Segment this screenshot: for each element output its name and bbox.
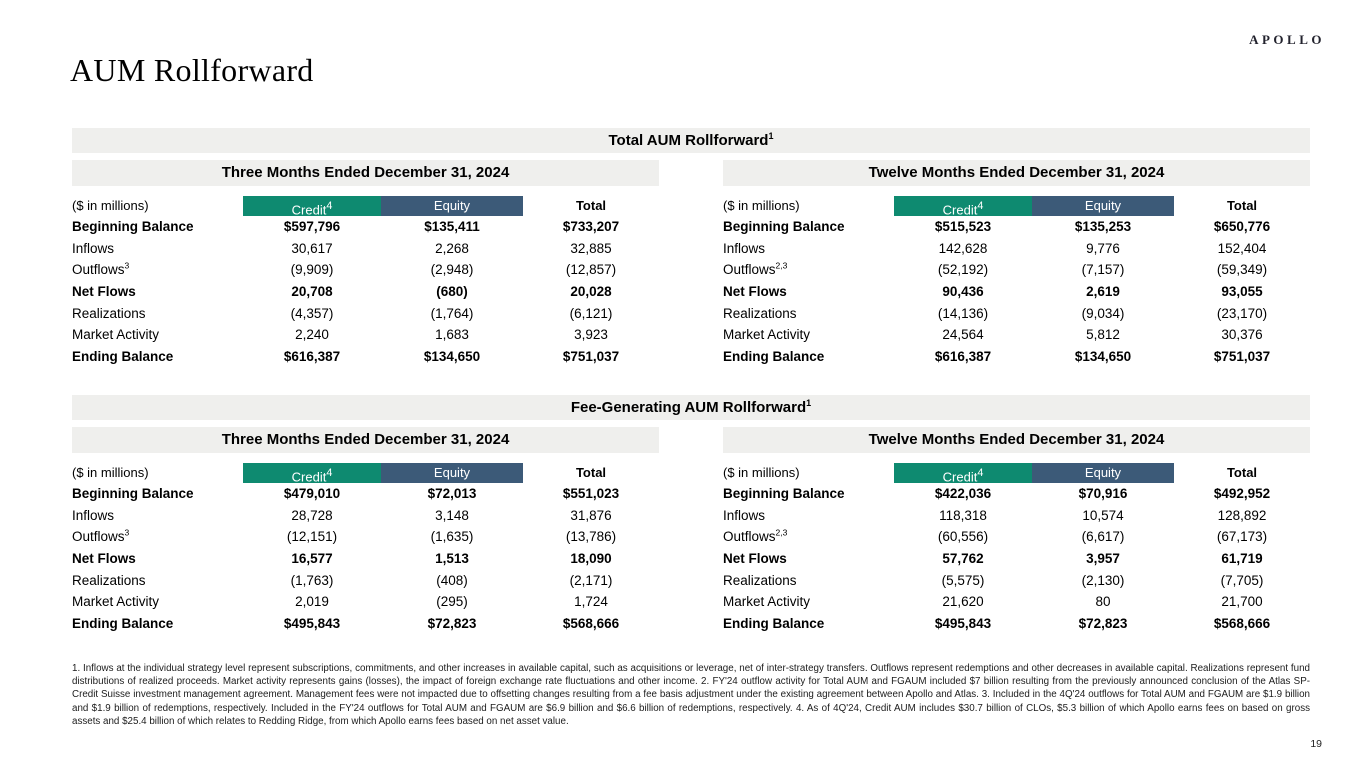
row-label: Outflows$^3$: [72, 260, 130, 278]
total-value: 21,700: [1221, 594, 1263, 610]
credit-value: 142,628: [938, 240, 988, 256]
row-label: Beginning Balance: [72, 219, 194, 234]
equity-value: 80: [1095, 594, 1111, 610]
total-value: $492,952: [1213, 485, 1271, 501]
content: [72, 128, 1310, 729]
total-value: 3,923: [574, 327, 608, 343]
total-value: 1,724: [574, 594, 608, 610]
credit-value: 21,620: [942, 594, 984, 610]
credit-column-header: Credit$^4$: [243, 196, 381, 216]
credit-value: (52,192): [937, 262, 989, 278]
equity-value: $70,916: [1078, 485, 1128, 501]
row-label: Net Flows: [72, 284, 136, 300]
row-label: Market Activity: [72, 594, 160, 610]
total-value: (59,349): [1216, 262, 1268, 278]
total-value: 93,055: [1221, 284, 1263, 300]
equity-value: (680): [436, 284, 468, 300]
credit-value: 20,708: [291, 284, 333, 300]
total-value: 128,892: [1217, 507, 1267, 523]
period-header: Twelve Months Ended December 31, 2024: [723, 427, 1310, 453]
row-label: Beginning Balance: [723, 219, 845, 234]
row-label: Inflows: [72, 507, 115, 523]
credit-value: (14,136): [937, 305, 989, 321]
credit-value: $616,387: [934, 349, 992, 365]
credit-value: 2,019: [295, 594, 329, 610]
row-label: Market Activity: [72, 327, 160, 343]
total-value: $650,776: [1213, 219, 1271, 234]
credit-column-header: Credit$^4$: [894, 463, 1032, 483]
credit-value: 118,318: [939, 507, 987, 523]
row-label: Net Flows: [723, 550, 787, 566]
equity-value: $134,650: [1074, 349, 1132, 365]
unit-label: ($ in millions): [72, 464, 149, 480]
total-value: $751,037: [562, 349, 620, 365]
row-label: Net Flows: [723, 284, 787, 300]
equity-value: $72,013: [427, 485, 477, 501]
unit-label: ($ in millions): [723, 464, 800, 480]
row-label: Beginning Balance: [723, 485, 845, 501]
total-column-header: Total: [575, 464, 607, 480]
equity-value: (2,130): [1081, 572, 1125, 588]
equity-value: 2,268: [435, 240, 469, 256]
row-label: Net Flows: [72, 550, 136, 566]
equity-column-header: Equity: [1032, 463, 1174, 483]
page-title: AUM Rollforward: [70, 52, 314, 88]
credit-value: (1,763): [290, 572, 334, 588]
row-label: Outflows$^{2,3}$: [723, 260, 788, 278]
equity-column-header: Equity: [381, 463, 523, 483]
period-header: Three Months Ended December 31, 2024: [72, 160, 659, 186]
total-value: (23,170): [1216, 305, 1268, 321]
credit-value: 90,436: [942, 284, 984, 300]
section-header-fee-generating-aum: [72, 395, 1310, 420]
total-value: (2,171): [569, 572, 613, 588]
equity-value: 1,683: [435, 327, 469, 343]
equity-column-header: Equity: [1032, 196, 1174, 216]
panel-fgaum-12mo: [723, 427, 1310, 635]
credit-value: (60,556): [937, 529, 989, 545]
equity-value: 10,574: [1082, 507, 1124, 523]
credit-value: 16,577: [291, 550, 333, 566]
total-value: (13,786): [565, 529, 617, 545]
row-label: Ending Balance: [72, 349, 174, 365]
total-value: $568,666: [562, 615, 620, 631]
credit-value: $422,036: [934, 485, 992, 501]
total-column-header: Total: [1226, 464, 1258, 480]
equity-value: 9,776: [1086, 240, 1120, 256]
fee-generating-aum-panels: [72, 427, 1310, 635]
apollo-logo: APOLLO: [1249, 32, 1325, 47]
row-label: Outflows$^{2,3}$: [723, 527, 788, 545]
credit-value: $495,843: [934, 615, 992, 631]
panel-total-aum-12mo: [723, 160, 1310, 368]
equity-value: (408): [436, 572, 468, 588]
section-title-superscript: 1: [806, 397, 812, 408]
row-label: Realizations: [72, 572, 146, 588]
equity-value: $135,411: [424, 219, 480, 234]
equity-value: 1,513: [435, 550, 469, 566]
total-value: $733,207: [562, 219, 620, 234]
equity-value: (2,948): [430, 262, 474, 278]
equity-value: 2,619: [1086, 284, 1120, 300]
total-column-header: Total: [575, 198, 607, 213]
row-label: Inflows: [723, 240, 766, 256]
credit-value: $616,387: [283, 349, 341, 365]
total-value: $568,666: [1213, 615, 1271, 631]
credit-value: $479,010: [283, 485, 341, 501]
equity-value: $135,253: [1074, 219, 1132, 234]
aum-table: [723, 196, 1310, 368]
equity-value: $134,650: [423, 349, 481, 365]
equity-value: $72,823: [1078, 615, 1128, 631]
row-label: Realizations: [72, 305, 146, 321]
credit-column-header: Credit$^4$: [894, 196, 1032, 216]
equity-value: (7,157): [1081, 262, 1125, 278]
credit-value: 2,240: [295, 327, 329, 343]
unit-label: ($ in millions): [72, 198, 149, 213]
row-label: Ending Balance: [723, 349, 825, 365]
total-value: 31,876: [570, 507, 612, 523]
credit-value: (4,357): [290, 305, 334, 321]
equity-value: 5,812: [1086, 327, 1120, 343]
unit-label: ($ in millions): [723, 198, 800, 213]
section-title: Fee-Generating AUM Rollforward: [570, 398, 807, 416]
equity-value: $72,823: [427, 615, 477, 631]
total-value: (7,705): [1220, 572, 1264, 588]
panel-total-aum-3mo: [72, 160, 659, 368]
row-label: Ending Balance: [72, 615, 174, 631]
equity-value: (1,635): [430, 529, 474, 545]
credit-value: 30,617: [291, 240, 333, 256]
credit-value: 24,564: [942, 327, 984, 343]
total-value: 20,028: [570, 284, 612, 300]
row-label: Beginning Balance: [72, 485, 194, 501]
equity-value: (9,034): [1081, 305, 1125, 321]
row-label: Outflows$^3$: [72, 527, 130, 545]
total-value: 32,885: [570, 240, 612, 256]
credit-value: (12,151): [286, 529, 338, 545]
row-label: Realizations: [723, 572, 797, 588]
credit-value: 28,728: [291, 507, 333, 523]
panel-fgaum-3mo: [72, 427, 659, 635]
row-label: Realizations: [723, 305, 797, 321]
equity-value: (6,617): [1081, 529, 1125, 545]
section-title-superscript: 1: [768, 131, 774, 141]
total-value: 30,376: [1221, 327, 1263, 343]
aum-table: [72, 196, 659, 368]
aum-table: [723, 463, 1310, 635]
credit-value: (5,575): [941, 572, 985, 588]
equity-value: 3,148: [435, 507, 469, 523]
row-label: Market Activity: [723, 327, 811, 343]
credit-column-header: Credit$^4$: [243, 463, 381, 483]
equity-column-header: Equity: [381, 196, 523, 216]
footnotes: 1. Inflows at the individual strategy level represent subscriptions, commitments, and other increases in available capital, such as acquisitions or leverage, net of inter-strategy transfers. Outflows represent redemptions and other decreases in available capital. Realizations represent fund distributions of realized proceeds. Market activity represents gains (losses), the impact of foreign exchange rate fluctuations and other income. 2. FY'24 outflow activity for Total AUM and FGAUM included $7 billion resulting from the previously announced conclusion of the Atlas SP-Credit Suisse investment management agreement. Management fees were not impacted due to offsetting changes resulting from a fee basis adjustment under the existing agreement between Apollo and Atlas. 3. Included in the 4Q'24 outflows for Total AUM and FGAUM are $1.9 billion and $1.9 billion of redemptions, respectively. Included in the FY'24 outflows for Total AUM and FGAUM are $6.9 billion and $6.6 billion of redemptions, respectively. 4. As of 4Q'24, Credit AUM includes $30.7 billion of CLOs, $5.3 billion of which Apollo earns fees on based on gross assets and $25.4 billion of which relates to Redding Ridge, from which Apollo earns fees based on net asset value.: [72, 662, 1310, 728]
equity-value: 3,957: [1086, 550, 1120, 566]
total-value: (6,121): [569, 305, 613, 321]
period-header: Twelve Months Ended December 31, 2024: [723, 160, 1310, 186]
total-value: 152,404: [1217, 240, 1267, 256]
row-label: Inflows: [72, 240, 115, 256]
equity-value: (1,764): [430, 305, 474, 321]
total-aum-panels: [72, 160, 1310, 368]
total-value: $551,023: [562, 485, 620, 501]
credit-value: 57,762: [942, 550, 984, 566]
credit-value: $597,796: [283, 219, 341, 234]
credit-value: $495,843: [283, 615, 341, 631]
credit-value: $515,523: [934, 219, 992, 234]
section-title: Total AUM Rollforward: [608, 132, 769, 149]
total-value: (12,857): [565, 262, 617, 278]
total-column-header: Total: [1226, 198, 1258, 213]
total-value: 18,090: [570, 550, 612, 566]
aum-table: [72, 463, 659, 635]
total-value: $751,037: [1213, 349, 1271, 365]
total-value: 61,719: [1221, 550, 1263, 566]
credit-value: (9,909): [290, 262, 334, 278]
page-number: 19: [1310, 738, 1322, 750]
equity-value: (295): [436, 594, 468, 610]
row-label: Ending Balance: [723, 615, 825, 631]
period-header: Three Months Ended December 31, 2024: [72, 427, 659, 453]
row-label: Market Activity: [723, 594, 811, 610]
total-value: (67,173): [1216, 529, 1268, 545]
section-header-total-aum: [72, 128, 1310, 153]
row-label: Inflows: [723, 507, 766, 523]
